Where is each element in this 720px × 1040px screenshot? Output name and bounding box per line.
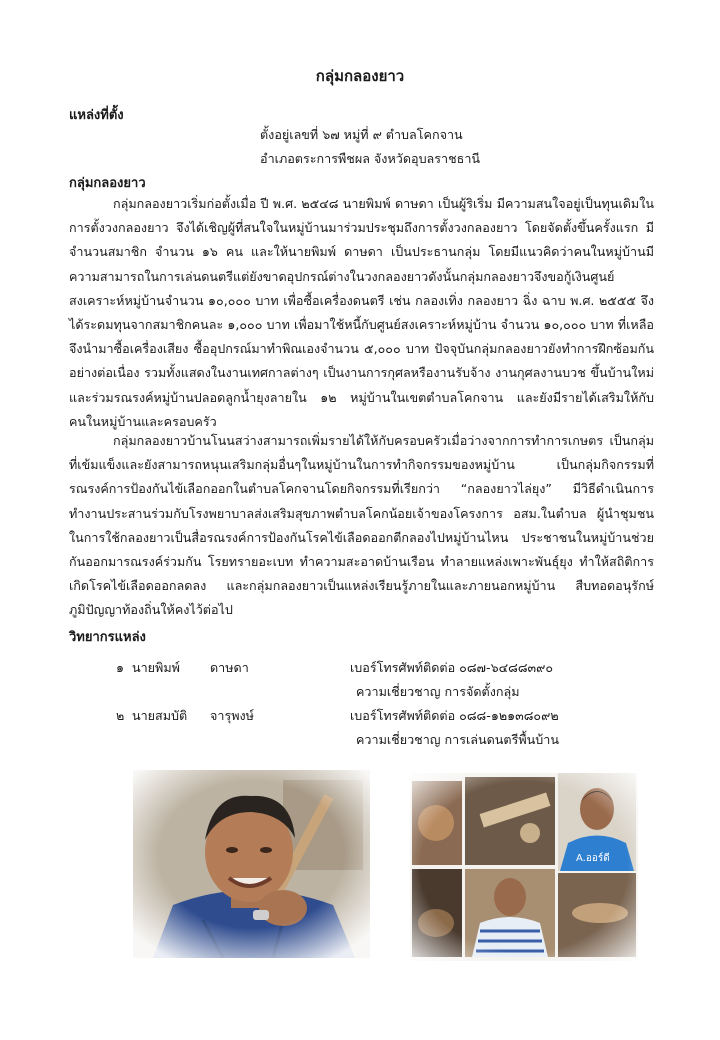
group-paragraph-1: กลุ่มกลองยาวเริ่มก่อตั้งเมื่อ ปี พ.ศ. ๒๕๔๘ นายพิมพ์ ดาษดา เป็นผู้ริเริ่ม มีความสนใจอยู่เป็นทุนเดิมในการตั้งวงกลองยาว จึงได้เชิญผู้ที่สนใจในหมู่บ้านมาร่วมประชุมถึงการตั้งวงกลองยาว โดยจัดตั้งขึ้นครั้งแรก มีจำนวนสมาชิก จำนวน ๑๖ คน และให้นายพิมพ์ ดาษดา เป็นประธานกลุ่ม โดยมีแนวคิดว่าคนในหมู่บ้านมีความสามารถในการเล่นดนตรีแต่ยังขาดอุปกรณ์ต่างในวงกลองยาวดังนั้นกลุ่มกลองยาวจึงขอกู้เงินศูนย์สงเคราะห์หมู่บ้านจำนวน ๑๐,๐๐๐ บาท เพื่อซื้อเครื่องดนตรี เช่น กลองเทิ่ง กลองยาว ฉิ่ง ฉาบ พ.ศ. ๒๕๕๕ จึงได้ระดมทุนจากสมาชิกคนละ ๑,๐๐๐ บาท เพื่อมาใช้หนี้กับศูนย์สงเคราะห์หมู่บ้าน จำนวน ๑๐,๐๐๐ บาท ที่เหลือจึงนำมาซื้อเครื่องเสียง ซื้ออุปกรณ์มาทำพิณเองจำนวน ๕,๐๐๐ บาท ปัจจุบันกลุ่มกลองยาวยังทำการฝึกซ้อมกันอย่างต่อเนื่อง รวมทั้งแสดงในงานเทศกาลต่างๆ เป็นงานการกุศลหรืองานรับจ้าง งานกุศลงานบวช ขึ้นบ้านใหม่ และร่วมรณรงค์หมู่บ้านปลอดลูกน้ำยุงลายใน ๑๒ หมู่บ้านในเขตตำบลโคกจาน และยังมีรายได้เสริมให้กับคนในหมู่บ้านและครอบครัว: [69, 196, 654, 429]
location-heading: แหล่งที่ตั้ง: [69, 108, 124, 123]
page-title: กลุ่มกลองยาว: [315, 67, 405, 85]
portrait-photo: [133, 770, 370, 958]
group-paragraph-2: กลุ่มกลองยาวบ้านโนนสว่างสามารถเพิ่มรายได้ให้กับครอบครัวเมื่อว่างจากการทำการเกษตร เป็นกลุ่มที่เข้มแข็งและยังสามารถหนุนเสริมกลุ่มอื่นๆในหมู่บ้านในการทำกิจกรรมของหมู่บ้าน เป็นกลุ่มกิจกรรมที่รณรงค์การป้องกันไข้เลือกออกในตำบลโคกจานโดยกิจกรรมที่เรียกว่า “กลองยาวไล่ยุง” มีวิธีดำเนินการทำงานประสานร่วมกับโรงพยาบาลส่งเสริมสุขภาพตำบลโคกน้อยเจ้าของโครงการ อสม.ในตำบล ผู้นำชุมชนในการใช้กลองยาวเป็นสื่อรณรงค์การป้องกันโรคไข้เลือดออกตีกลองไปหมู่บ้านไหน ประชาชนในหมู่บ้านช่วยกันออกมารณรงค์ร่วมกัน โรยทรายอะเบท ทำความสะอาดบ้านเรือน ทำลายแหล่งเพาะพันธุ์ยุง ทำให้สถิติการเกิดโรคไข้เลือดออกลดลง และกลุ่มกลองยาวเป็นแหล่งเรียนรู้ภายในและภายนอกหมู่บ้าน สืบทอดอนุรักษ์ภูมิปัญญาท้องถิ่นให้คงไว้ต่อไป: [69, 433, 654, 618]
location-line-2: อำเภอตระการพืชผล จังหวัดอุบลราชธานี: [260, 151, 481, 166]
resource-person-2-skill: ความเชี่ยวชาญ การเล่นดนตรีพื้นบ้าน: [356, 732, 559, 747]
group-heading: กลุ่มกลองยาว: [69, 176, 146, 191]
resource-person-1-first-name: นายพิมพ์: [132, 660, 180, 675]
resource-person-1-phone: เบอร์โทรศัพท์ติดต่อ ๐๘๗-๖๔๘๘๓๙๐: [350, 660, 554, 675]
collage-photo: [410, 773, 638, 961]
resource-person-1-skill: ความเชี่ยวชาญ การจัดตั้งกลุ่ม: [356, 684, 520, 699]
resource-person-1-number: ๑: [116, 660, 124, 675]
resource-person-1-last-name: ดาษดา: [210, 660, 249, 675]
resource-heading: วิทยากรแหล่ง: [69, 630, 146, 645]
resource-person-2-number: ๒: [116, 708, 125, 723]
location-line-1: ตั้งอยู่เลขที่ ๖๗ หมู่ที่ ๙ ตำบลโคกจาน: [260, 127, 463, 142]
collage-illustration: [410, 773, 638, 961]
resource-person-2-first-name: นายสมบัติ: [132, 708, 188, 723]
resource-person-2-phone: เบอร์โทรศัพท์ติดต่อ ๐๘๘-๑๒๑๓๘๐๙๒: [350, 708, 559, 723]
portrait-illustration: [133, 770, 370, 958]
resource-person-2-last-name: จารุพงษ์: [210, 708, 254, 723]
